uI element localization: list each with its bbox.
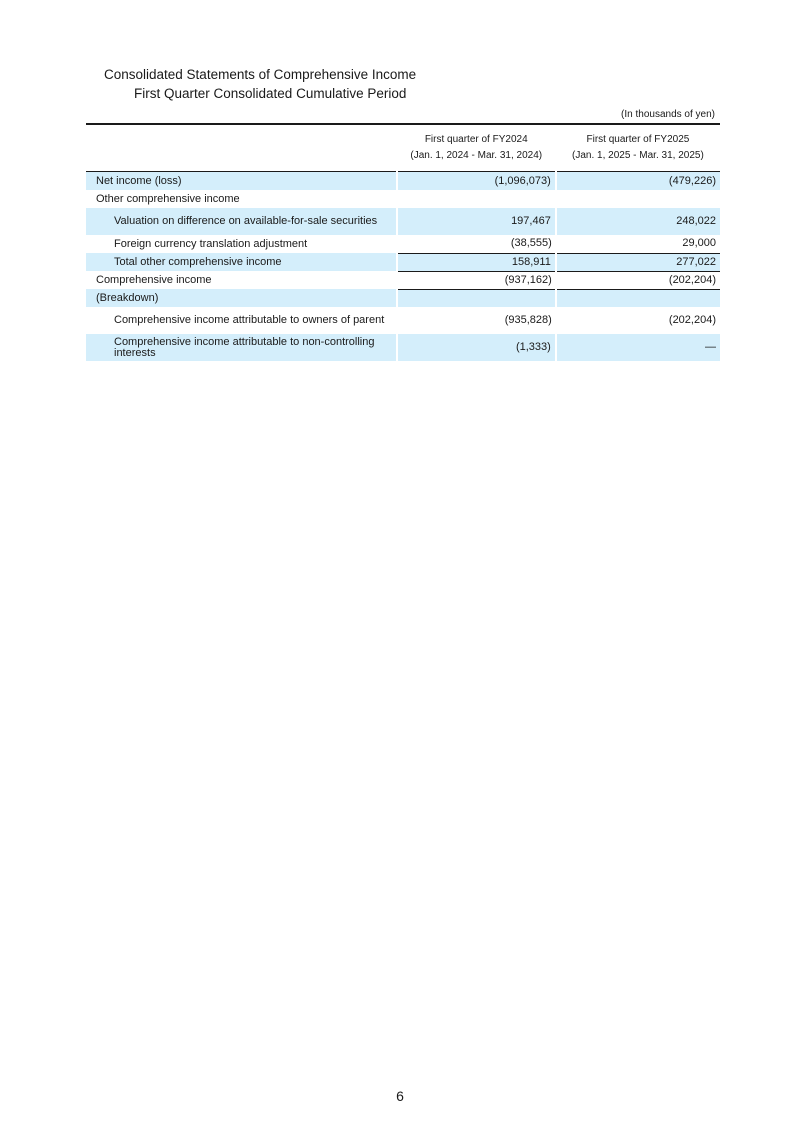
- statement-title: Consolidated Statements of Comprehensive Income: [104, 67, 417, 82]
- row-value-fy2025: 277,022: [556, 253, 720, 271]
- table-row-attributable-owners: [86, 307, 720, 334]
- column-header-fy2024-period: (Jan. 1, 2024 - Mar. 31, 2024): [410, 150, 543, 161]
- row-value-fy2025: [556, 190, 720, 208]
- row-label: Comprehensive income: [96, 273, 212, 286]
- page-number: 6: [396, 1088, 404, 1104]
- row-value-fy2024: [397, 289, 556, 307]
- row-value-fy2025: 29,000: [556, 235, 720, 253]
- table-row-valuation-difference: [86, 208, 720, 235]
- row-value-fy2024: (38,555): [397, 235, 556, 253]
- row-value-fy2025: —: [556, 334, 720, 361]
- row-label: Valuation on difference on available-for-sale securities: [86, 208, 397, 235]
- row-value-fy2024: (1,096,073): [397, 172, 556, 191]
- units-note: (In thousands of yen): [621, 109, 715, 120]
- row-value-fy2025: 248,022: [556, 208, 720, 235]
- table-row-comprehensive-income: [86, 271, 720, 289]
- table-row-breakdown: [86, 289, 720, 307]
- table-row-attributable-non-controlling: [86, 334, 720, 361]
- column-header-fy2025-period: (Jan. 1, 2025 - Mar. 31, 2025): [572, 150, 704, 161]
- comprehensive-income-table: [86, 123, 720, 361]
- table-row-net-income: [86, 172, 720, 191]
- row-value-fy2024: (1,333): [397, 334, 556, 361]
- row-label: Comprehensive income attributable to non-controlling interests: [86, 334, 397, 361]
- row-label: Total other comprehensive income: [86, 253, 397, 271]
- row-label: Foreign currency translation adjustment: [114, 237, 308, 250]
- column-header-fy2025-title: First quarter of FY2025: [586, 134, 690, 145]
- row-value-fy2024: (937,162): [397, 271, 556, 289]
- row-value-fy2025: (479,226): [556, 172, 720, 191]
- table-row-other-comprehensive-income: [86, 190, 720, 208]
- row-value-fy2024: 158,911: [397, 253, 556, 271]
- row-label: (Breakdown): [86, 289, 397, 307]
- table-row-foreign-currency: [86, 235, 720, 253]
- row-value-fy2025: (202,204): [668, 314, 716, 326]
- header-label-cell: [86, 124, 397, 172]
- row-value-fy2025: [556, 289, 720, 307]
- column-header-fy2025: [556, 124, 720, 172]
- row-label: Comprehensive income attributable to owners of parent: [114, 314, 385, 326]
- column-header-fy2024-title: First quarter of FY2024: [424, 134, 528, 145]
- statement-subtitle: First Quarter Consolidated Cumulative Period: [134, 86, 407, 101]
- table-header-row: [86, 124, 720, 172]
- row-value-fy2024: (935,828): [504, 314, 552, 326]
- row-label: Other comprehensive income: [96, 192, 240, 205]
- column-header-fy2024: [397, 124, 556, 172]
- row-value-fy2024: 197,467: [397, 208, 556, 235]
- row-value-fy2025: (202,204): [556, 271, 720, 289]
- table-row-total-other-comprehensive-income: [86, 253, 720, 271]
- row-value-fy2024: [397, 190, 556, 208]
- row-label: Net income (loss): [86, 172, 397, 191]
